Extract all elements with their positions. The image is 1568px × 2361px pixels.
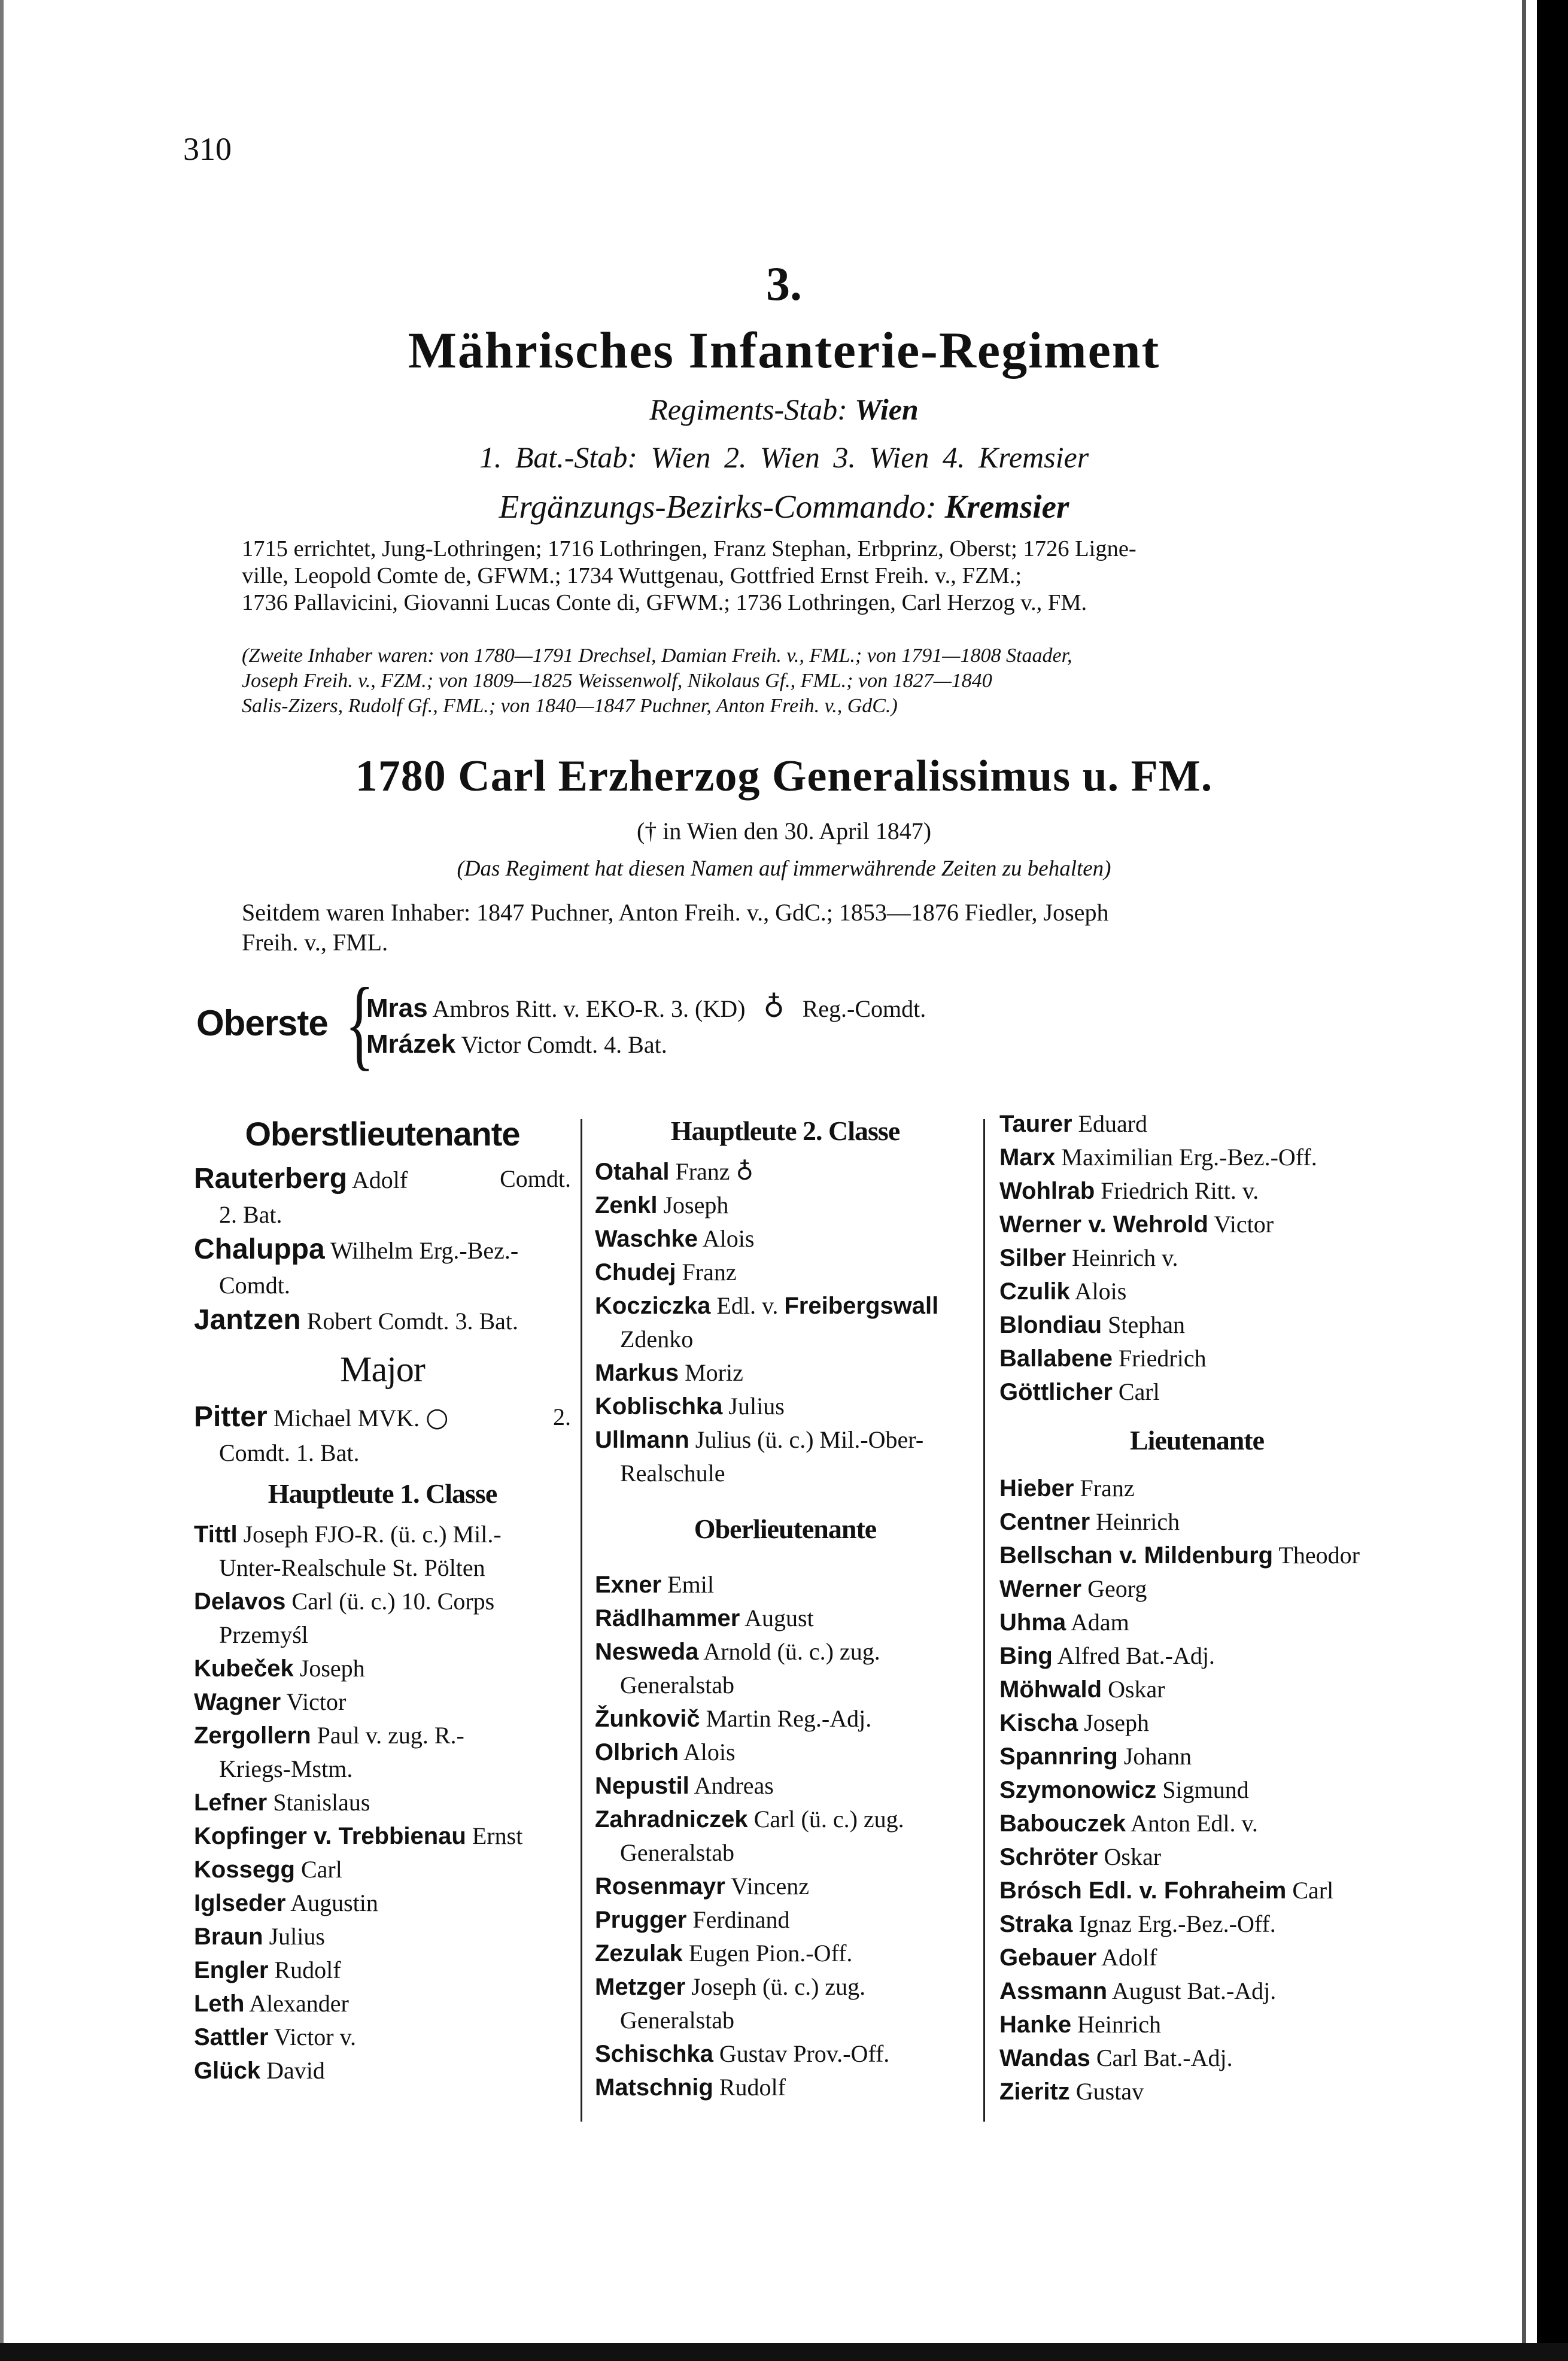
officer-name: Kubeček: [194, 1655, 294, 1682]
zweite-line: Joseph Freih. v., FZM.; von 1809—1825 Weissenwolf, Nikolaus Gf., FML.; von 1827—1840: [242, 670, 992, 692]
officer-details: Joseph FJO-R. (ü. c.) Mil.-: [243, 1521, 502, 1548]
officer-details: Arnold (ü. c.) zug.: [703, 1638, 880, 1665]
officer-continuation: Comdt. 1. Bat.: [219, 1439, 360, 1466]
oberst-row: [366, 1029, 667, 1059]
officer-name: Markus: [595, 1360, 679, 1386]
officer-details: Carl: [1118, 1378, 1160, 1405]
officer-details: August: [745, 1605, 814, 1631]
officer-details: Augustin: [290, 1889, 378, 1916]
officer-details: Emil: [667, 1571, 714, 1598]
officer-name: Leth: [194, 1991, 245, 2017]
officer-details: Gustav: [1075, 2078, 1144, 2105]
officer-continuation: Przemyśl: [219, 1621, 308, 1648]
officer-entry: [194, 1302, 571, 1339]
zweite-line: Salis-Zizers, Rudolf Gf., FML.; von 1840—1847 Puchner, Anton Freih. v., GdC.): [242, 695, 898, 717]
officer-entry: [194, 1886, 571, 1920]
officer-name: Lefner: [194, 1789, 268, 1816]
oberst-name: Mras: [366, 993, 428, 1023]
officer-name: Werner v. Wehrold: [999, 1211, 1208, 1238]
officer-entry: [999, 1773, 1394, 1807]
officer-entry: [595, 1189, 976, 1222]
officer-name: Žunkovič: [595, 1706, 700, 1732]
officer-name: Silber: [999, 1245, 1066, 1271]
officer-name: Braun: [194, 1924, 263, 1950]
officer-name: Hieber: [999, 1475, 1074, 1502]
oberlieutenante-heading: Oberlieutenante: [694, 1514, 877, 1544]
battalion-stations: 1. Bat.-Stab: Wien 2. Wien 3. Wien 4. Kremsier: [479, 440, 1089, 474]
officer-name: Spannring: [999, 1743, 1118, 1770]
officer-details: Alfred Bat.-Adj.: [1057, 1642, 1215, 1669]
officer-entry: [999, 1974, 1394, 2008]
officer-name: Wagner: [194, 1689, 281, 1715]
decoration-icon: ♁: [763, 990, 785, 1024]
oberst-role: Reg.-Comdt.: [802, 995, 926, 1022]
inhaber-heading: 1780 Carl Erzherzog Generalissimus u. FM.: [355, 752, 1213, 801]
officer-details: Joseph (ü. c.) zug.: [691, 1973, 866, 2000]
officer-details: Stanislaus: [273, 1789, 370, 1816]
officer-name: Brósch Edl. v. Fohraheim: [999, 1877, 1287, 1904]
officer-name: Nepustil: [595, 1773, 689, 1799]
officer-name: Pitter: [194, 1401, 268, 1433]
ergaenzungs-commando: [0, 488, 1568, 525]
officer-entry: [595, 1702, 976, 1736]
officer-continuation: Zdenko: [620, 1326, 694, 1353]
officer-details: Alois: [1074, 1278, 1127, 1305]
officer-details: Franz: [675, 1158, 730, 1185]
oberst-details: Victor Comdt. 4. Bat.: [461, 1031, 667, 1058]
officer-details: Edl. v.: [716, 1292, 779, 1319]
officer-name: Bellschan v. Mildenburg: [999, 1542, 1274, 1569]
officer-entry: [595, 1937, 976, 1970]
officer-entry: [194, 1585, 571, 1618]
officer-entry: [999, 1572, 1394, 1606]
officer-details: Maximilian Erg.-Bez.-Off.: [1061, 1144, 1317, 1171]
officer-name: Nesweda: [595, 1639, 699, 1665]
officer-details: Victor: [1214, 1211, 1274, 1238]
history-line: 1736 Pallavicini, Giovanni Lucas Conte di, GFWM.; 1736 Lothringen, Carl Herzog v., FM.: [242, 590, 1087, 615]
officer-entry: [999, 1706, 1394, 1740]
officer-entry: [999, 1639, 1394, 1673]
officer-name-suffix: Freibergswall: [784, 1293, 939, 1319]
officer-entry: [999, 1308, 1394, 1342]
officer-entry: [999, 1208, 1394, 1241]
officer-details: Carl Bat.-Adj.: [1096, 2044, 1233, 2071]
officer-name: Rosenmayr: [595, 1873, 725, 1900]
officer-name: Exner: [595, 1572, 662, 1598]
officer-continuation: Generalstab: [620, 1672, 735, 1698]
officer-name: Kischa: [999, 1710, 1078, 1736]
officer-entry: [999, 1472, 1394, 1505]
officer-name: Werner: [999, 1576, 1082, 1602]
officer-name: Ullmann: [595, 1427, 689, 1453]
history-line: 1715 errichtet, Jung-Lothringen; 1716 Lothringen, Franz Stephan, Erbprinz, Oberst; 1726 Ligne-: [242, 536, 1137, 561]
major-heading: Major: [340, 1350, 425, 1389]
officer-entry: [999, 1840, 1394, 1874]
oberst-name: Mrázek: [366, 1029, 456, 1059]
lieutenante-list: [999, 1472, 1394, 2108]
officer-details: Ferdinand: [692, 1906, 790, 1933]
stab-label: Regiments-Stab:: [649, 393, 847, 426]
officer-details: Ernst: [472, 1822, 523, 1849]
officer-entry: [595, 2071, 976, 2104]
officer-entry: [999, 1941, 1394, 1974]
officer-entry: [595, 1390, 976, 1423]
officer-name: Zezulak: [595, 1940, 683, 1967]
officer-details: David: [266, 2057, 325, 2084]
officer-name: Assmann: [999, 1978, 1108, 2004]
officer-name: Blondiau: [999, 1312, 1102, 1338]
officer-details: Friedrich: [1118, 1345, 1207, 1372]
officer-name: Kossegg: [194, 1856, 295, 1883]
officer-details: Moriz: [685, 1359, 743, 1386]
lieutenante-heading: Lieutenante: [1129, 1425, 1265, 1456]
officer-name: Babouczek: [999, 1810, 1126, 1837]
officer-entry: [999, 2041, 1394, 2075]
officer-details: Heinrich v.: [1072, 1244, 1178, 1271]
column-divider: [581, 1119, 582, 2122]
officer-name: Göttlicher: [999, 1379, 1113, 1405]
hauptleute-1-heading: Hauptleute 1. Classe: [268, 1478, 497, 1509]
officer-entry: [999, 1275, 1394, 1308]
officer-details: Julius (ü. c.) Mil.-Ober-: [695, 1426, 924, 1453]
officer-name: Prugger: [595, 1907, 687, 1933]
officer-name: Engler: [194, 1957, 269, 1983]
officer-details: Rudolf: [719, 2074, 786, 2101]
officer-name: Glück: [194, 2058, 261, 2084]
officer-details: Gustav Prov.-Off.: [719, 2040, 890, 2067]
officer-details: Stephan: [1108, 1311, 1185, 1338]
officer-name: Ballabene: [999, 1345, 1113, 1372]
officer-details: Martin Reg.-Adj.: [706, 1705, 872, 1732]
officer-details: Victor v.: [274, 2023, 356, 2050]
officer-entry: [194, 1685, 571, 1719]
officer-details: Franz: [682, 1259, 737, 1286]
officer-name: Waschke: [595, 1226, 698, 1252]
officer-entry: [194, 1518, 571, 1551]
officer-name: Uhma: [999, 1609, 1066, 1636]
officer-name: Zahradniczek: [595, 1806, 748, 1833]
officer-name: Kopfinger v. Trebbienau: [194, 1823, 466, 1849]
officer-entry: [999, 1740, 1394, 1773]
officer-entry: [194, 1920, 571, 1953]
seitdem-paragraph: [242, 898, 1397, 958]
officer-entry: [595, 1870, 976, 1903]
officer-details: August Bat.-Adj.: [1111, 1977, 1277, 2004]
officer-entry: [194, 1987, 571, 2020]
officer-entry: [999, 1107, 1394, 1141]
column-3: [999, 1107, 1394, 2108]
officer-name: Czulik: [999, 1278, 1070, 1305]
officer-name: Delavos: [194, 1588, 286, 1615]
officer-name: Taurer: [999, 1111, 1072, 1137]
officer-entry: [595, 1903, 976, 1937]
officer-name: Chaluppa: [194, 1233, 325, 1265]
officer-continuation: Realschule: [620, 1460, 725, 1487]
seitdem-line: Seitdem waren Inhaber: 1847 Puchner, Anton Freih. v., GdC.; 1853—1876 Fiedler, Joseph: [242, 899, 1109, 926]
officer-entry: [194, 1161, 571, 1198]
officer-details: Georg: [1087, 1575, 1147, 1602]
officer-details: Alexander: [249, 1990, 349, 2017]
officer-name: Koblischka: [595, 1393, 723, 1420]
officer-name: Rauterberg: [194, 1163, 348, 1195]
officer-entry: [999, 1907, 1394, 1941]
officer-continuation: Kriegs-Mstm.: [219, 1755, 353, 1782]
officer-entry: [999, 1505, 1394, 1539]
officer-details: Oskar: [1108, 1676, 1165, 1703]
officer-details: Heinrich: [1096, 1508, 1180, 1535]
history-line: ville, Leopold Comte de, GFWM.; 1734 Wuttgenau, Gottfried Ernst Freih. v., FZM.;: [242, 563, 1022, 588]
officer-entry: [999, 2075, 1394, 2108]
officer-entry: [194, 1953, 571, 1987]
decoration-icon: ♁: [736, 1158, 753, 1186]
officer-entry: [999, 1174, 1394, 1208]
officer-details: Rudolf: [274, 1956, 341, 1983]
officer-details: Vincenz: [731, 1873, 810, 1900]
officer-role: 2.: [553, 1403, 571, 1430]
officer-entry: [194, 1719, 571, 1752]
officer-name: Möhwald: [999, 1676, 1102, 1703]
officer-details: Carl: [1292, 1877, 1334, 1904]
officer-details: Joseph: [1084, 1709, 1150, 1736]
officer-entry: [595, 1423, 976, 1457]
officer-entry: [999, 1539, 1394, 1572]
officer-name: Szymonowicz: [999, 1777, 1157, 1803]
officer-details: Joseph: [299, 1655, 365, 1682]
officer-details: Carl (ü. c.) 10. Corps: [291, 1588, 495, 1615]
seitdem-line: Freih. v., FML.: [242, 929, 388, 956]
hauptleute-2-list: [595, 1155, 976, 1490]
officer-entry: [194, 1399, 571, 1436]
page-number: 310: [183, 131, 232, 167]
oberlieutenante-list: [595, 1568, 976, 2104]
officer-continuation: Generalstab: [620, 1839, 735, 1866]
officer-name: Bing: [999, 1643, 1053, 1669]
officer-continuation: Comdt.: [219, 1272, 290, 1299]
officer-details: Adam: [1070, 1609, 1129, 1636]
officer-name: Centner: [999, 1509, 1090, 1535]
officer-entry: [999, 1807, 1394, 1840]
officer-entry: [595, 1222, 976, 1256]
officer-continuation: Unter-Realschule St. Pölten: [219, 1554, 485, 1581]
hauptleute-2-heading: Hauptleute 2. Classe: [670, 1116, 900, 1146]
officer-details: Wilhelm Erg.-Bez.-: [330, 1237, 519, 1264]
officer-details: Michael MVK.: [273, 1405, 420, 1432]
regiment-title: Mährisches Infanterie-Regiment: [408, 321, 1160, 379]
officer-entry: [595, 1635, 976, 1669]
officer-name: Straka: [999, 1911, 1073, 1937]
oberlieutenante-cont-list: [999, 1107, 1394, 1409]
officer-details: Johann: [1123, 1743, 1192, 1770]
officer-entry: [999, 1342, 1394, 1375]
officer-details: Eduard: [1078, 1110, 1148, 1137]
death-note: († in Wien den 30. April 1847): [636, 818, 932, 844]
officer-entry: [595, 1155, 976, 1189]
officer-continuation: Generalstab: [620, 2007, 735, 2034]
scan-edge-bottom: [0, 2343, 1568, 2361]
hauptleute-1-list: [194, 1518, 571, 2087]
oberst-details: Ambros Ritt. v. EKO-R. 3. (KD): [432, 995, 746, 1022]
officer-details: Robert Comdt. 3. Bat.: [306, 1308, 519, 1335]
officer-details: Andreas: [694, 1772, 774, 1799]
officer-entry: [999, 1874, 1394, 1907]
regiments-stab: [0, 392, 1568, 427]
officer-name: Wandas: [999, 2045, 1090, 2071]
officer-entry: [595, 1970, 976, 2004]
officer-details: Anton Edl. v.: [1130, 1810, 1258, 1837]
oberste-brace: {: [345, 967, 375, 1080]
officer-entry: [194, 2020, 571, 2054]
zweite-inhaber: [242, 643, 1397, 719]
zweite-line: (Zweite Inhaber waren: von 1780—1791 Drechsel, Damian Freih. v., FML.; von 1791—1808 Staader,: [242, 645, 1072, 667]
officer-name: Zieritz: [999, 2079, 1070, 2105]
officer-name: Olbrich: [595, 1739, 679, 1766]
officer-entry: [999, 1375, 1394, 1409]
officer-entry: [999, 1673, 1394, 1706]
officer-name: Gebauer: [999, 1944, 1097, 1971]
column-1: [194, 1107, 571, 2087]
officer-details: Friedrich Ritt. v.: [1101, 1177, 1259, 1204]
officer-details: Theodor: [1278, 1542, 1360, 1569]
officer-name: Rädlhammer: [595, 1605, 740, 1631]
officer-details: Adolf: [1101, 1944, 1157, 1971]
officer-entry: [595, 1803, 976, 1836]
officer-details: Carl (ü. c.) zug.: [753, 1806, 904, 1833]
officer-details: Alois: [702, 1225, 755, 1252]
officer-details: Ignaz Erg.-Bez.-Off.: [1078, 1910, 1276, 1937]
officer-entry: [194, 2054, 571, 2087]
officer-details: Sigmund: [1162, 1776, 1249, 1803]
officer-name: Jantzen: [194, 1304, 301, 1336]
officer-details: Carl: [300, 1856, 342, 1883]
officer-entry: [595, 1356, 976, 1390]
stab-place: Wien: [855, 393, 919, 426]
officer-name: Kocziczka: [595, 1293, 711, 1319]
column-2: [595, 1107, 976, 2104]
officer-entry: [194, 1819, 571, 1853]
officer-details: Eugen Pion.-Off.: [688, 1940, 853, 1967]
officer-entry: [999, 1606, 1394, 1639]
officer-continuation: 2. Bat.: [219, 1201, 282, 1228]
officer-name: Metzger: [595, 1974, 686, 2000]
officer-name: Zenkl: [595, 1192, 658, 1219]
officer-entry: [194, 1786, 571, 1819]
officer-details: Julius: [269, 1923, 325, 1950]
officer-name: Schischka: [595, 2041, 713, 2067]
officer-entry: [595, 2037, 976, 2071]
officer-details: Franz: [1080, 1475, 1135, 1502]
history-paragraph: [242, 536, 1397, 616]
officer-details: Victor: [286, 1688, 347, 1715]
officer-details: Heinrich: [1077, 2011, 1162, 2038]
erg-place: Kremsier: [944, 488, 1069, 525]
officer-entry: [595, 1568, 976, 1602]
oberst-row: [366, 990, 926, 1024]
officer-name: Sattler: [194, 2024, 269, 2050]
officer-name: Zergollern: [194, 1722, 311, 1749]
officer-details: Paul v. zug. R.-: [317, 1722, 464, 1749]
officer-details: Alois: [683, 1739, 736, 1766]
officer-name: Schröter: [999, 1844, 1098, 1870]
oberste-label: Oberste: [196, 1003, 328, 1043]
officer-name: Otahal: [595, 1159, 670, 1185]
officer-entry: [595, 1769, 976, 1803]
officer-entry: [595, 1256, 976, 1289]
officer-details: Adolf: [351, 1166, 408, 1193]
officer-entry: [194, 1853, 571, 1886]
officer-details: Joseph: [663, 1192, 729, 1219]
erg-label: Ergänzungs-Bezirks-Commando:: [499, 488, 937, 525]
officer-role: Comdt.: [500, 1165, 571, 1192]
officer-details: Oskar: [1104, 1843, 1162, 1870]
officer-entry: [194, 1232, 571, 1269]
officer-entry: [999, 1141, 1394, 1174]
officer-entry: [194, 1652, 571, 1685]
officer-entry: [595, 1289, 976, 1323]
officer-name: Marx: [999, 1144, 1056, 1171]
officer-details: Julius: [728, 1393, 785, 1420]
officer-name: Hanke: [999, 2011, 1072, 2038]
officer-name: Matschnig: [595, 2074, 713, 2101]
column-divider: [983, 1119, 985, 2122]
name-note: (Das Regiment hat diesen Namen auf immerwährende Zeiten zu behalten): [457, 856, 1111, 881]
officer-entry: [595, 1602, 976, 1635]
officer-name: Iglseder: [194, 1890, 286, 1916]
officer-entry: [595, 1736, 976, 1769]
officer-name: Tittl: [194, 1521, 238, 1548]
officer-entry: [999, 2008, 1394, 2041]
decoration-icon: ○: [426, 1402, 449, 1433]
officer-entry: [999, 1241, 1394, 1275]
officer-name: Wohlrab: [999, 1178, 1095, 1204]
officer-name: Chudej: [595, 1259, 676, 1286]
oberstlieutenante-heading: Oberstlieutenante: [245, 1115, 520, 1153]
regiment-number: 3.: [766, 258, 802, 311]
